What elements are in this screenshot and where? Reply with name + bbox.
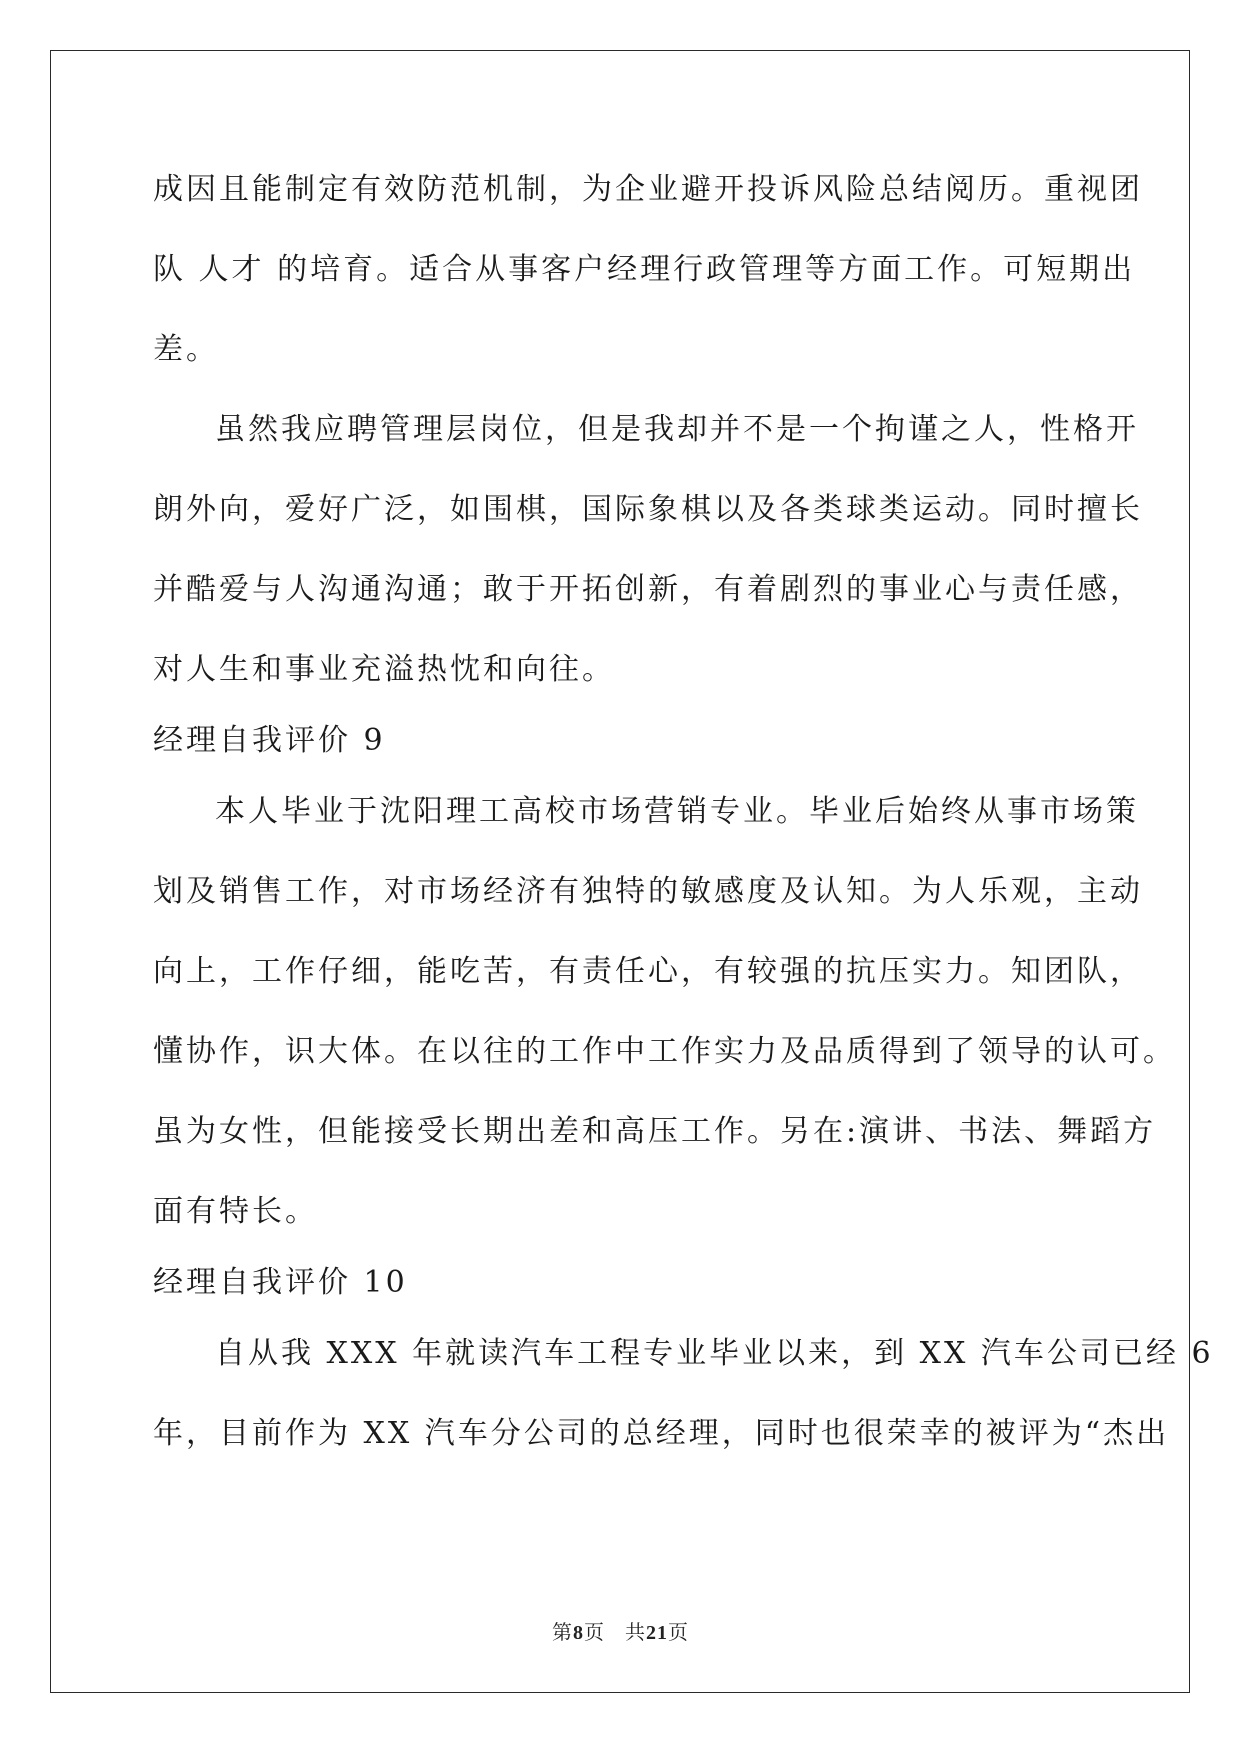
text-line: 本人毕业于沈阳理工高校市场营销专业。毕业后始终从事市场策: [215, 794, 1139, 829]
footer-total-prefix: 共: [625, 1620, 646, 1644]
text-line: 年，目前作为 XX 汽车分公司的总经理，同时也很荣幸的被评为“杰出: [153, 1416, 1170, 1451]
text-line: 自从我 XXX 年就读汽车工程专业毕业以来，到 XX 汽车公司已经 6: [215, 1336, 1214, 1371]
text-line: 朗外向，爱好广泛，如围棋，国际象棋以及各类球类运动。同时擅长: [153, 492, 1143, 527]
text-line: 队 人才 的培育。适合从事客户经理行政管理等方面工作。可短期出: [153, 252, 1136, 287]
text-line: 向上，工作仔细，能吃苦，有责任心，有较强的抗压实力。知团队，: [153, 954, 1143, 989]
text-line: 差。: [153, 332, 219, 367]
text-line: 面有特长。: [153, 1194, 318, 1229]
footer-prefix: 第: [552, 1620, 573, 1644]
footer-page-number: 8: [573, 1622, 584, 1644]
section-heading-9: 经理自我评价 9: [153, 723, 386, 758]
page-footer: [0, 1616, 1241, 1645]
text-line: 对人生和事业充溢热忱和向往。: [153, 652, 615, 687]
text-line: 成因且能制定有效防范机制，为企业避开投诉风险总结阅历。重视团: [153, 172, 1143, 207]
document-body: [153, 160, 1214, 1484]
text-line: 虽为女性，但能接受长期出差和高压工作。另在:演讲、书法、舞蹈方: [153, 1114, 1157, 1149]
footer-total-pages: 21: [646, 1622, 668, 1644]
text-line: 懂协作，识大体。在以往的工作中工作实力及品质得到了领导的认可。: [153, 1034, 1176, 1069]
text-line: 并酷爱与人沟通沟通；敢于开拓创新，有着剧烈的事业心与责任感，: [153, 572, 1143, 607]
text-line: 虽然我应聘管理层岗位，但是我却并不是一个拘谨之人，性格开: [215, 412, 1139, 447]
footer-total-suffix: 页: [668, 1620, 689, 1644]
text-line: 划及销售工作，对市场经济有独特的敏感度及认知。为人乐观，主动: [153, 874, 1143, 909]
footer-page-suffix: 页: [584, 1620, 605, 1644]
section-heading-10: 经理自我评价 10: [153, 1265, 408, 1300]
